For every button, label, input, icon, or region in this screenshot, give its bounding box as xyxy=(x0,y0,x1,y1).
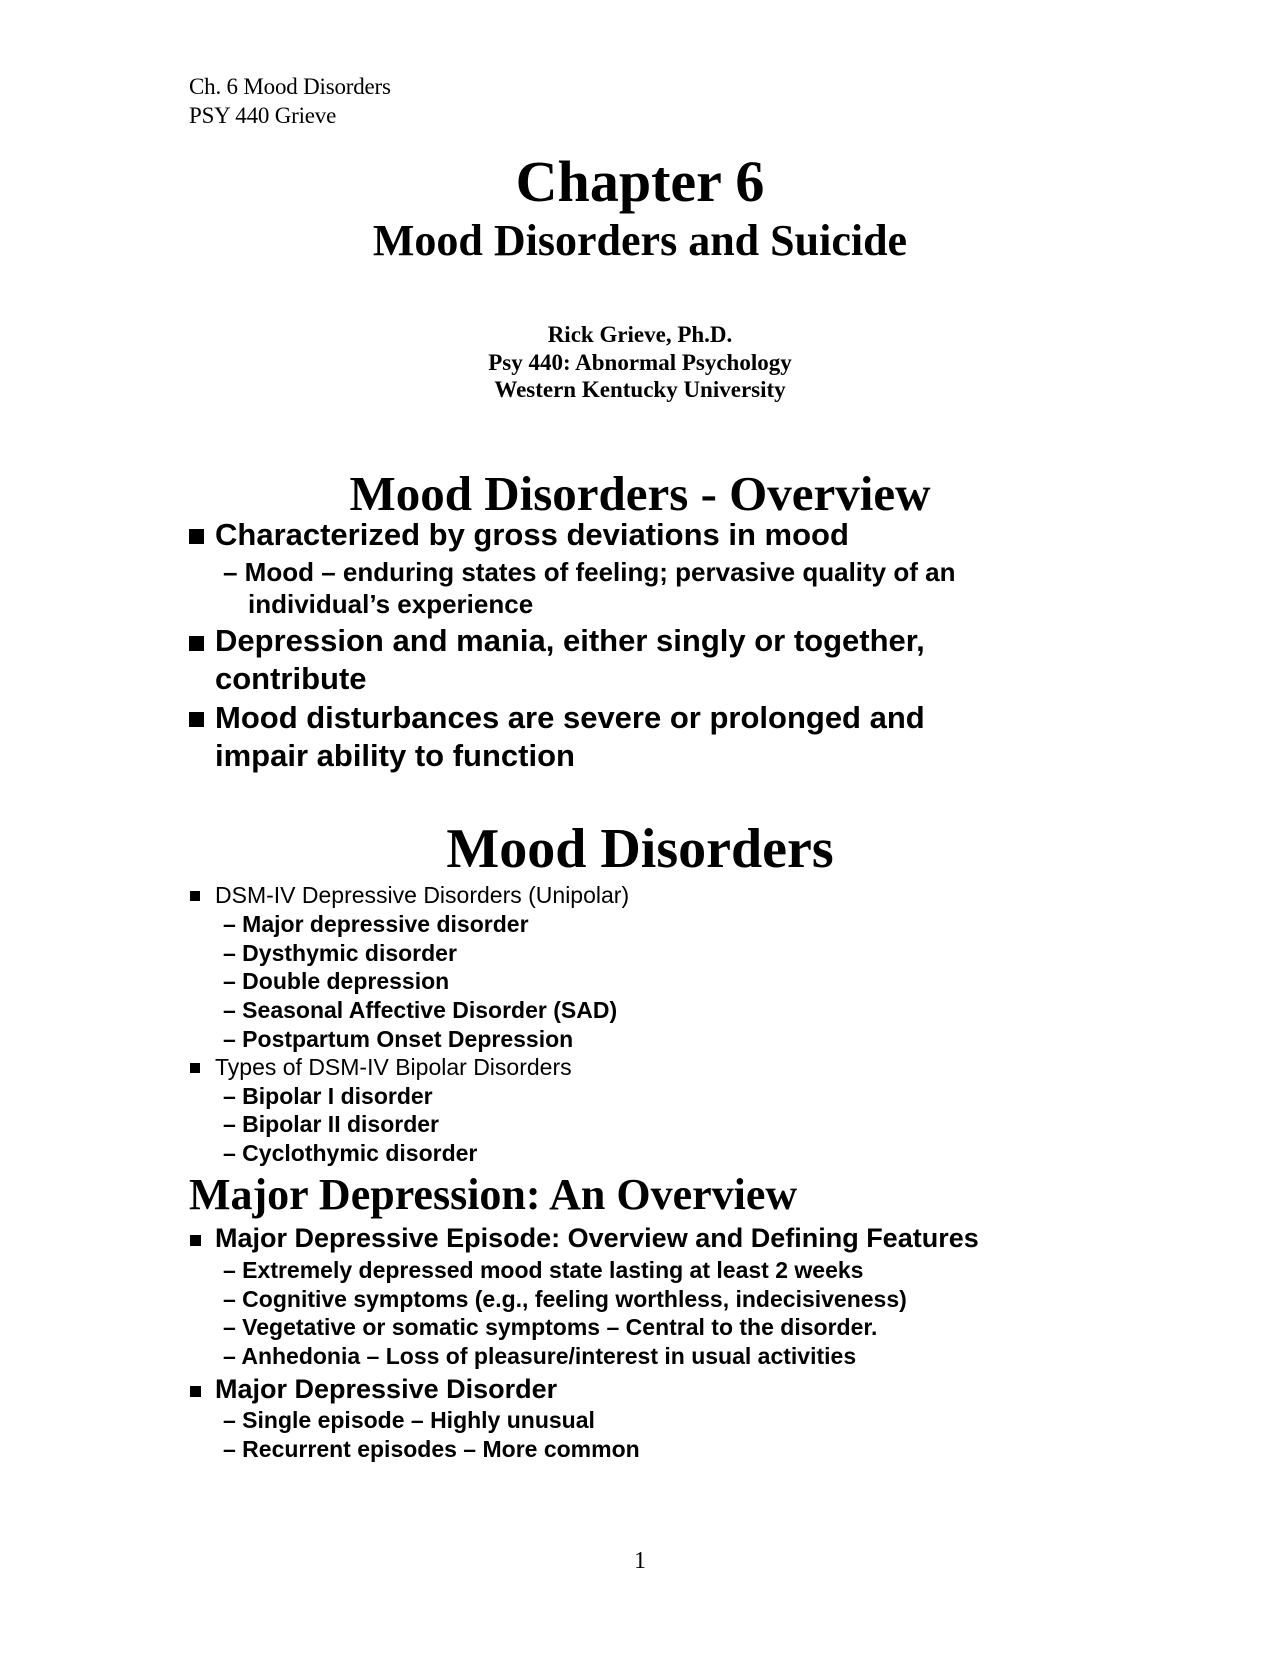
slide1-bullet-2-line-1: Depression and mania, either singly or together, xyxy=(215,623,925,658)
slide1-sub-bullet-line-1: – Mood – enduring states of feeling; pervasive quality of an xyxy=(223,557,956,587)
page-number: 1 xyxy=(634,1548,646,1574)
header-line-2: PSY 440 Grieve xyxy=(189,103,337,128)
slide2-bullet-2: Types of DSM-IV Bipolar Disorders xyxy=(215,1054,572,1080)
square-bullet-icon xyxy=(190,1386,201,1397)
square-bullet-icon xyxy=(189,712,204,727)
university-name: Western Kentucky University xyxy=(494,377,786,402)
square-bullet-icon xyxy=(189,636,204,651)
list-item: – Single episode – Highly unusual xyxy=(223,1407,595,1433)
list-item: – Cyclothymic disorder xyxy=(223,1140,478,1166)
slide3-bullet-1: Major Depressive Episode: Overview and Defining Features xyxy=(215,1223,979,1253)
slide1-bullet-1: Characterized by gross deviations in mood xyxy=(215,517,849,552)
slide1-sub-bullet-line-2: individual’s experience xyxy=(248,589,534,619)
list-item: – Major depressive disorder xyxy=(223,911,529,937)
list-item: – Anhedonia – Loss of pleasure/interest in usual activities xyxy=(223,1343,857,1369)
square-bullet-icon xyxy=(190,1063,200,1073)
slide1-bullet-3-line-2: impair ability to function xyxy=(215,738,575,773)
slide-title-major-depression: Major Depression: An Overview xyxy=(189,1170,798,1219)
list-item: – Double depression xyxy=(223,968,450,994)
list-item: – Vegetative or somatic symptoms – Central to the disorder. xyxy=(223,1314,878,1340)
list-item: – Dysthymic disorder xyxy=(223,940,457,966)
author-name: Rick Grieve, Ph.D. xyxy=(547,322,733,347)
slide2-bullet-1: DSM-IV Depressive Disorders (Unipolar) xyxy=(215,882,630,908)
list-item: – Cognitive symptoms (e.g., feeling worthless, indecisiveness) xyxy=(223,1286,907,1312)
list-item: – Bipolar I disorder xyxy=(223,1083,433,1109)
list-item: – Seasonal Affective Disorder (SAD) xyxy=(223,997,618,1023)
chapter-subtitle: Mood Disorders and Suicide xyxy=(372,216,908,265)
slide3-bullet-2: Major Depressive Disorder xyxy=(215,1374,558,1404)
chapter-title: Chapter 6 xyxy=(515,149,765,214)
slide-title-overview: Mood Disorders - Overview xyxy=(349,466,931,521)
square-bullet-icon xyxy=(190,891,200,901)
course-name: Psy 440: Abnormal Psychology xyxy=(488,350,792,375)
slide-title-mood-disorders: Mood Disorders xyxy=(446,818,834,880)
list-item: – Bipolar II disorder xyxy=(223,1111,439,1137)
list-item: – Extremely depressed mood state lasting at least 2 weeks xyxy=(223,1257,864,1283)
slide1-bullet-2-line-2: contribute xyxy=(215,661,367,696)
list-item: – Recurrent episodes – More common xyxy=(223,1436,640,1462)
square-bullet-icon xyxy=(190,1235,201,1246)
slide1-bullet-3-line-1: Mood disturbances are severe or prolonged and xyxy=(215,700,925,735)
square-bullet-icon xyxy=(189,529,204,544)
header-line-1: Ch. 6 Mood Disorders xyxy=(189,74,391,99)
list-item: – Postpartum Onset Depression xyxy=(223,1026,574,1052)
